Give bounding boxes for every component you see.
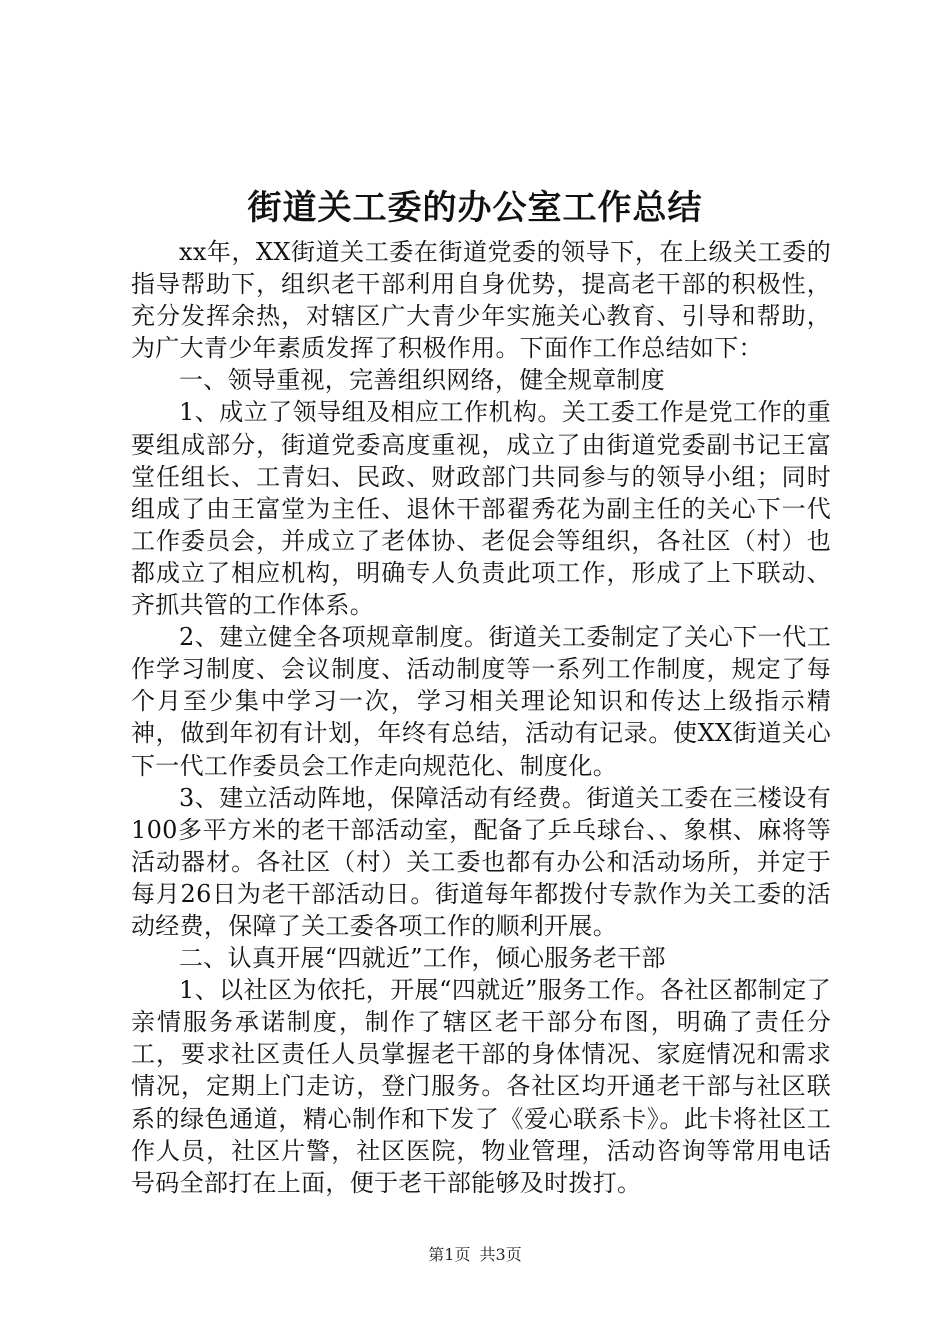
paragraph-1-2: 2、建立健全各项规章制度。街道关工委制定了关心下一代工作学习制度、会议制度、活动制度等一系列工作制度，规定了每个月至少集中学习一次，学习相关理论知识和传达上级指示精神，做到年初有计划，年终有总结，活动有记录。使XX街道关心下一代工作委员会工作走向规范化、制度化。 xyxy=(131,623,831,780)
document-title: 街道关工委的办公室工作总结 xyxy=(247,188,703,228)
document-body xyxy=(131,236,831,1199)
section-heading-1: 一、领导重视，完善组织网络，健全规章制度 xyxy=(179,366,665,395)
paragraph-1-1: 1、成立了领导组及相应工作机构。关工委工作是党工作的重要组成部分，街道党委高度重视，成立了由街道党委副书记王富堂任组长、工青妇、民政、财政部门共同参与的领导小组；同时组成了由王富堂为主任、退休干部翟秀花为副主任的关心下一代工作委员会，并成立了老体协、老促会等组织，各社区（村）也都成立了相应机构，明确专人负责此项工作，形成了上下联动、齐抓共管的工作体系。 xyxy=(131,398,831,620)
paragraph-1-3: 3、建立活动阵地，保障活动有经费。街道关工委在三楼设有100多平方米的老干部活动室，配备了乒乓球台、、象棋、麻将等活动器材。各社区（村）关工委也都有办公和活动场所，并定于每月26日为老干部活动日。街道每年都拨付专款作为关工委的活动经费，保障了关工委各项工作的顺利开展。 xyxy=(131,783,831,940)
page-number: 第1页 xyxy=(428,1245,471,1264)
section-heading-2: 二、认真开展“四就近”工作，倾心服务老干部 xyxy=(179,944,666,973)
paragraph-2-1: 1、以社区为依托，开展“四就近”服务工作。各社区都制定了亲情服务承诺制度，制作了辖区老干部分布图，明确了责任分工，要求社区责任人员掌握老干部的身体情况、家庭情况和需求情况，定期上门走访，登门服务。各社区均开通老干部与社区联系的绿色通道，精心制作和下发了《爱心联系卡》。此卡将社区工作人员，社区片警，社区医院，物业管理，活动咨询等常用电话号码全部打在上面，便于老干部能够及时拨打。 xyxy=(131,976,831,1197)
total-pages: 共3页 xyxy=(479,1245,522,1264)
paragraph-intro: xx年，XX街道关工委在街道党委的领导下，在上级关工委的指导帮助下，组织老干部利用自身优势，提高老干部的积极性，充分发挥余热，对辖区广大青少年实施关心教育、引导和帮助，为广大青少年素质发挥了积极作用。下面作工作总结如下： xyxy=(131,238,831,363)
page-footer xyxy=(0,1245,950,1265)
